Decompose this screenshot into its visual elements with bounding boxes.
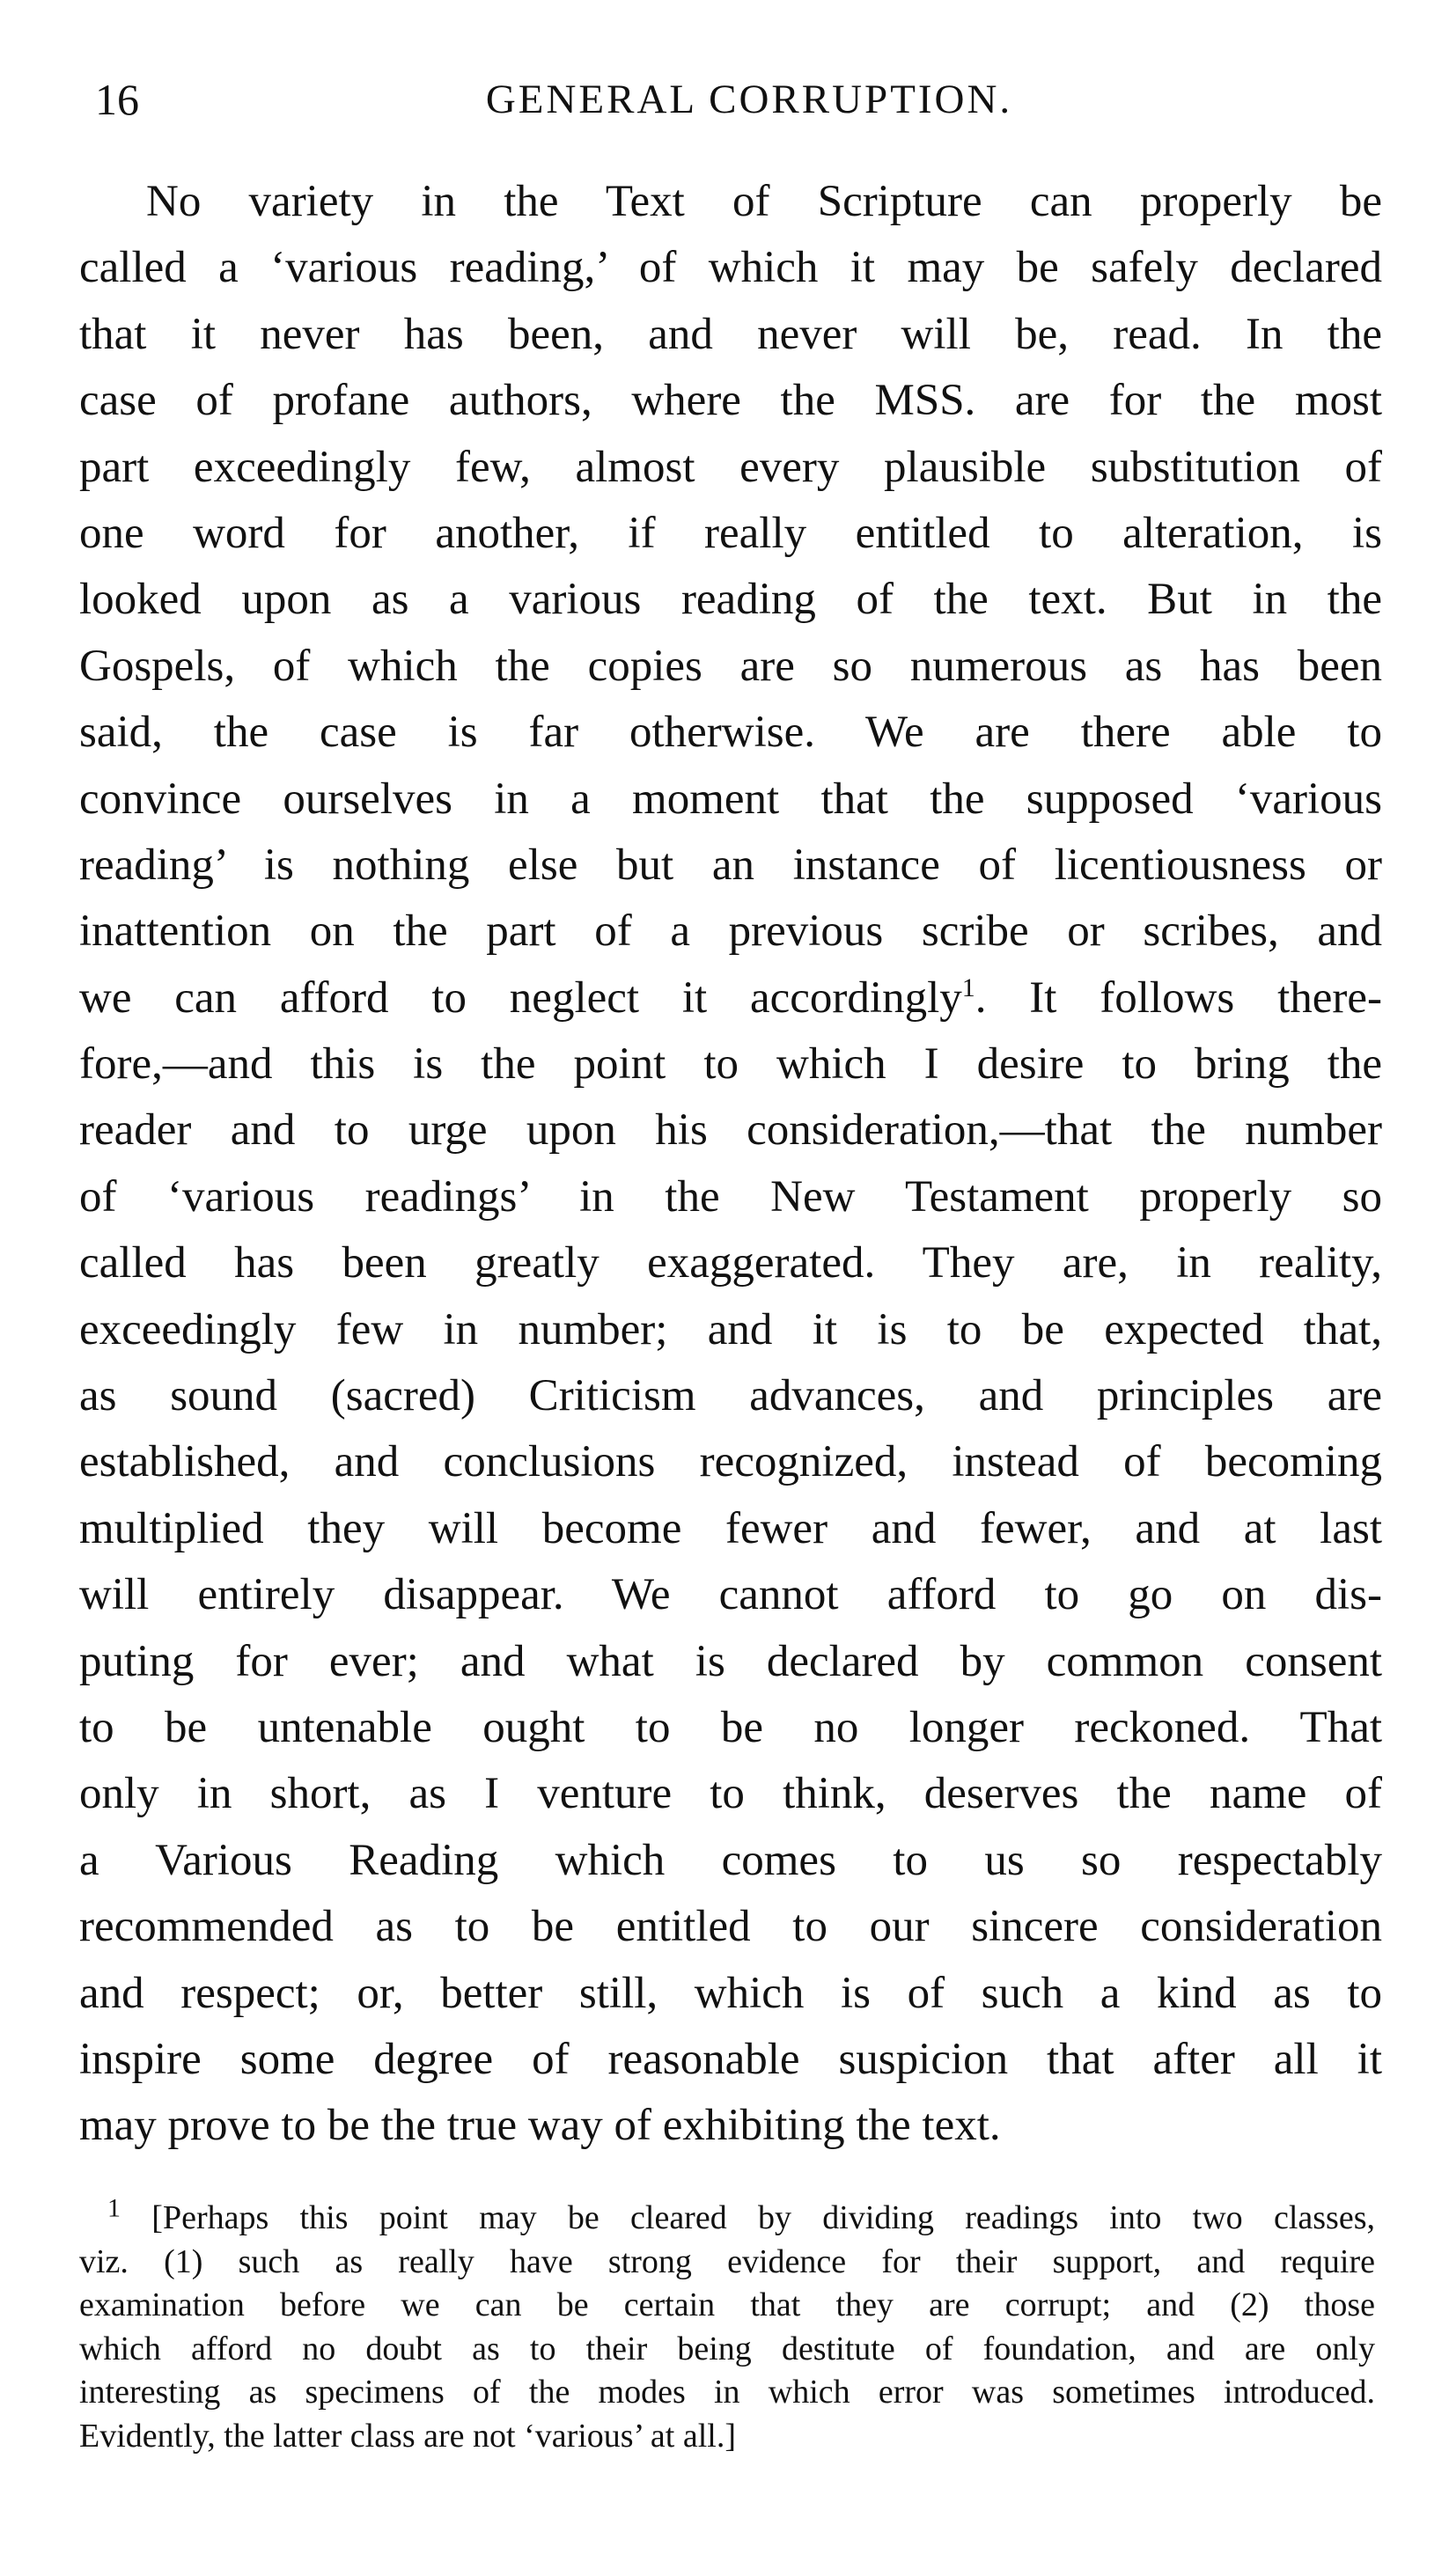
text-line: of ‘various readings’ in the New Testament properly so xyxy=(79,1171,1382,1222)
running-head: GENERAL CORRUPTION. xyxy=(485,77,1013,122)
text-line: inattention on the part of a previous scribe or scribes, and xyxy=(79,906,1382,957)
footnote-reference: 1 xyxy=(961,972,975,1002)
text-line: looked upon as a various reading of the text. But in the xyxy=(79,575,1382,625)
text-line: puting for ever; and what is declared by common consent xyxy=(79,1636,1382,1686)
footnote-line: Evidently, the latter class are not ‘various’ at all.] xyxy=(79,2417,736,2455)
footnote-line: viz. (1) such as really have strong evidence for their support, and require xyxy=(79,2242,1375,2280)
text-line: Gospels, of which the copies are so numerous as has been xyxy=(79,641,1382,691)
footnote-line: which afford no doubt as to their being destitute of foundation, and are only xyxy=(79,2330,1375,2367)
footnote xyxy=(79,2193,1375,2458)
text-line: and respect; or, better still, which is of such a kind as to xyxy=(79,1968,1382,2018)
text-line: to be untenable ought to be no longer reckoned. That xyxy=(79,1702,1382,1752)
footnote-text: [Perhaps this point may be cleared by dividing readings into two classes, xyxy=(151,2199,1375,2236)
page-number: 16 xyxy=(95,75,139,124)
text-line: established, and conclusions recognized, instead of becoming xyxy=(79,1437,1382,1487)
text-line: inspire some degree of reasonable suspicion that after all it xyxy=(79,2034,1382,2084)
text-line: one word for another, if really entitled to alteration, is xyxy=(79,508,1382,558)
text-line: will entirely disappear. We cannot afford to go on dis- xyxy=(79,1570,1382,1620)
footnote-marker: 1 xyxy=(107,2193,121,2223)
text-line: as sound (sacred) Criticism advances, and principles are xyxy=(79,1371,1382,1421)
text-line: part exceedingly few, almost every plausible substitution of xyxy=(79,442,1382,492)
text-line: No variety in the Text of Scripture can properly be xyxy=(146,177,1382,226)
text-line: exceedingly few in number; and it is to be expected that, xyxy=(79,1304,1382,1354)
footnote-line xyxy=(79,2193,1375,2241)
footnote-line: examination before we can be certain that they are corrupt; and (2) those xyxy=(79,2286,1375,2323)
text-line: reader and to urge upon his consideration,—that the number xyxy=(79,1105,1382,1156)
text-segment: we can afford to neglect it accordingly xyxy=(79,972,962,1023)
text-line: a Various Reading which comes to us so respectably xyxy=(79,1835,1382,1885)
text-line: called has been greatly exaggerated. They are, in reality, xyxy=(79,1238,1382,1288)
page-header xyxy=(85,69,1379,130)
text-line: called a ‘various reading,’ of which it may be safely declared xyxy=(79,243,1382,293)
text-line: multiplied they will become fewer and fewer, and at last xyxy=(79,1503,1382,1553)
text-line: recommended as to be entitled to our sincere consideration xyxy=(79,1902,1382,1952)
body-text xyxy=(79,169,1382,2160)
text-line: said, the case is far otherwise. We are there able to xyxy=(79,708,1382,758)
text-segment: . It follows there- xyxy=(975,972,1382,1023)
text-line: reading’ is nothing else but an instance of licentiousness or xyxy=(79,840,1382,890)
text-line xyxy=(79,965,1382,1031)
text-line: only in short, as I venture to think, deserves the name of xyxy=(79,1769,1382,1819)
text-line: case of profane authors, where the MSS. are for the most xyxy=(79,376,1382,426)
text-line: may prove to be the true way of exhibiting the text. xyxy=(79,2101,1001,2151)
text-line: fore,—and this is the point to which I desire to bring the xyxy=(79,1039,1382,1090)
text-line: convince ourselves in a moment that the supposed ‘various xyxy=(79,774,1382,824)
text-line: that it never has been, and never will be, read. In the xyxy=(79,309,1382,359)
footnote-line: interesting as specimens of the modes in which error was sometimes introduced. xyxy=(79,2374,1375,2411)
